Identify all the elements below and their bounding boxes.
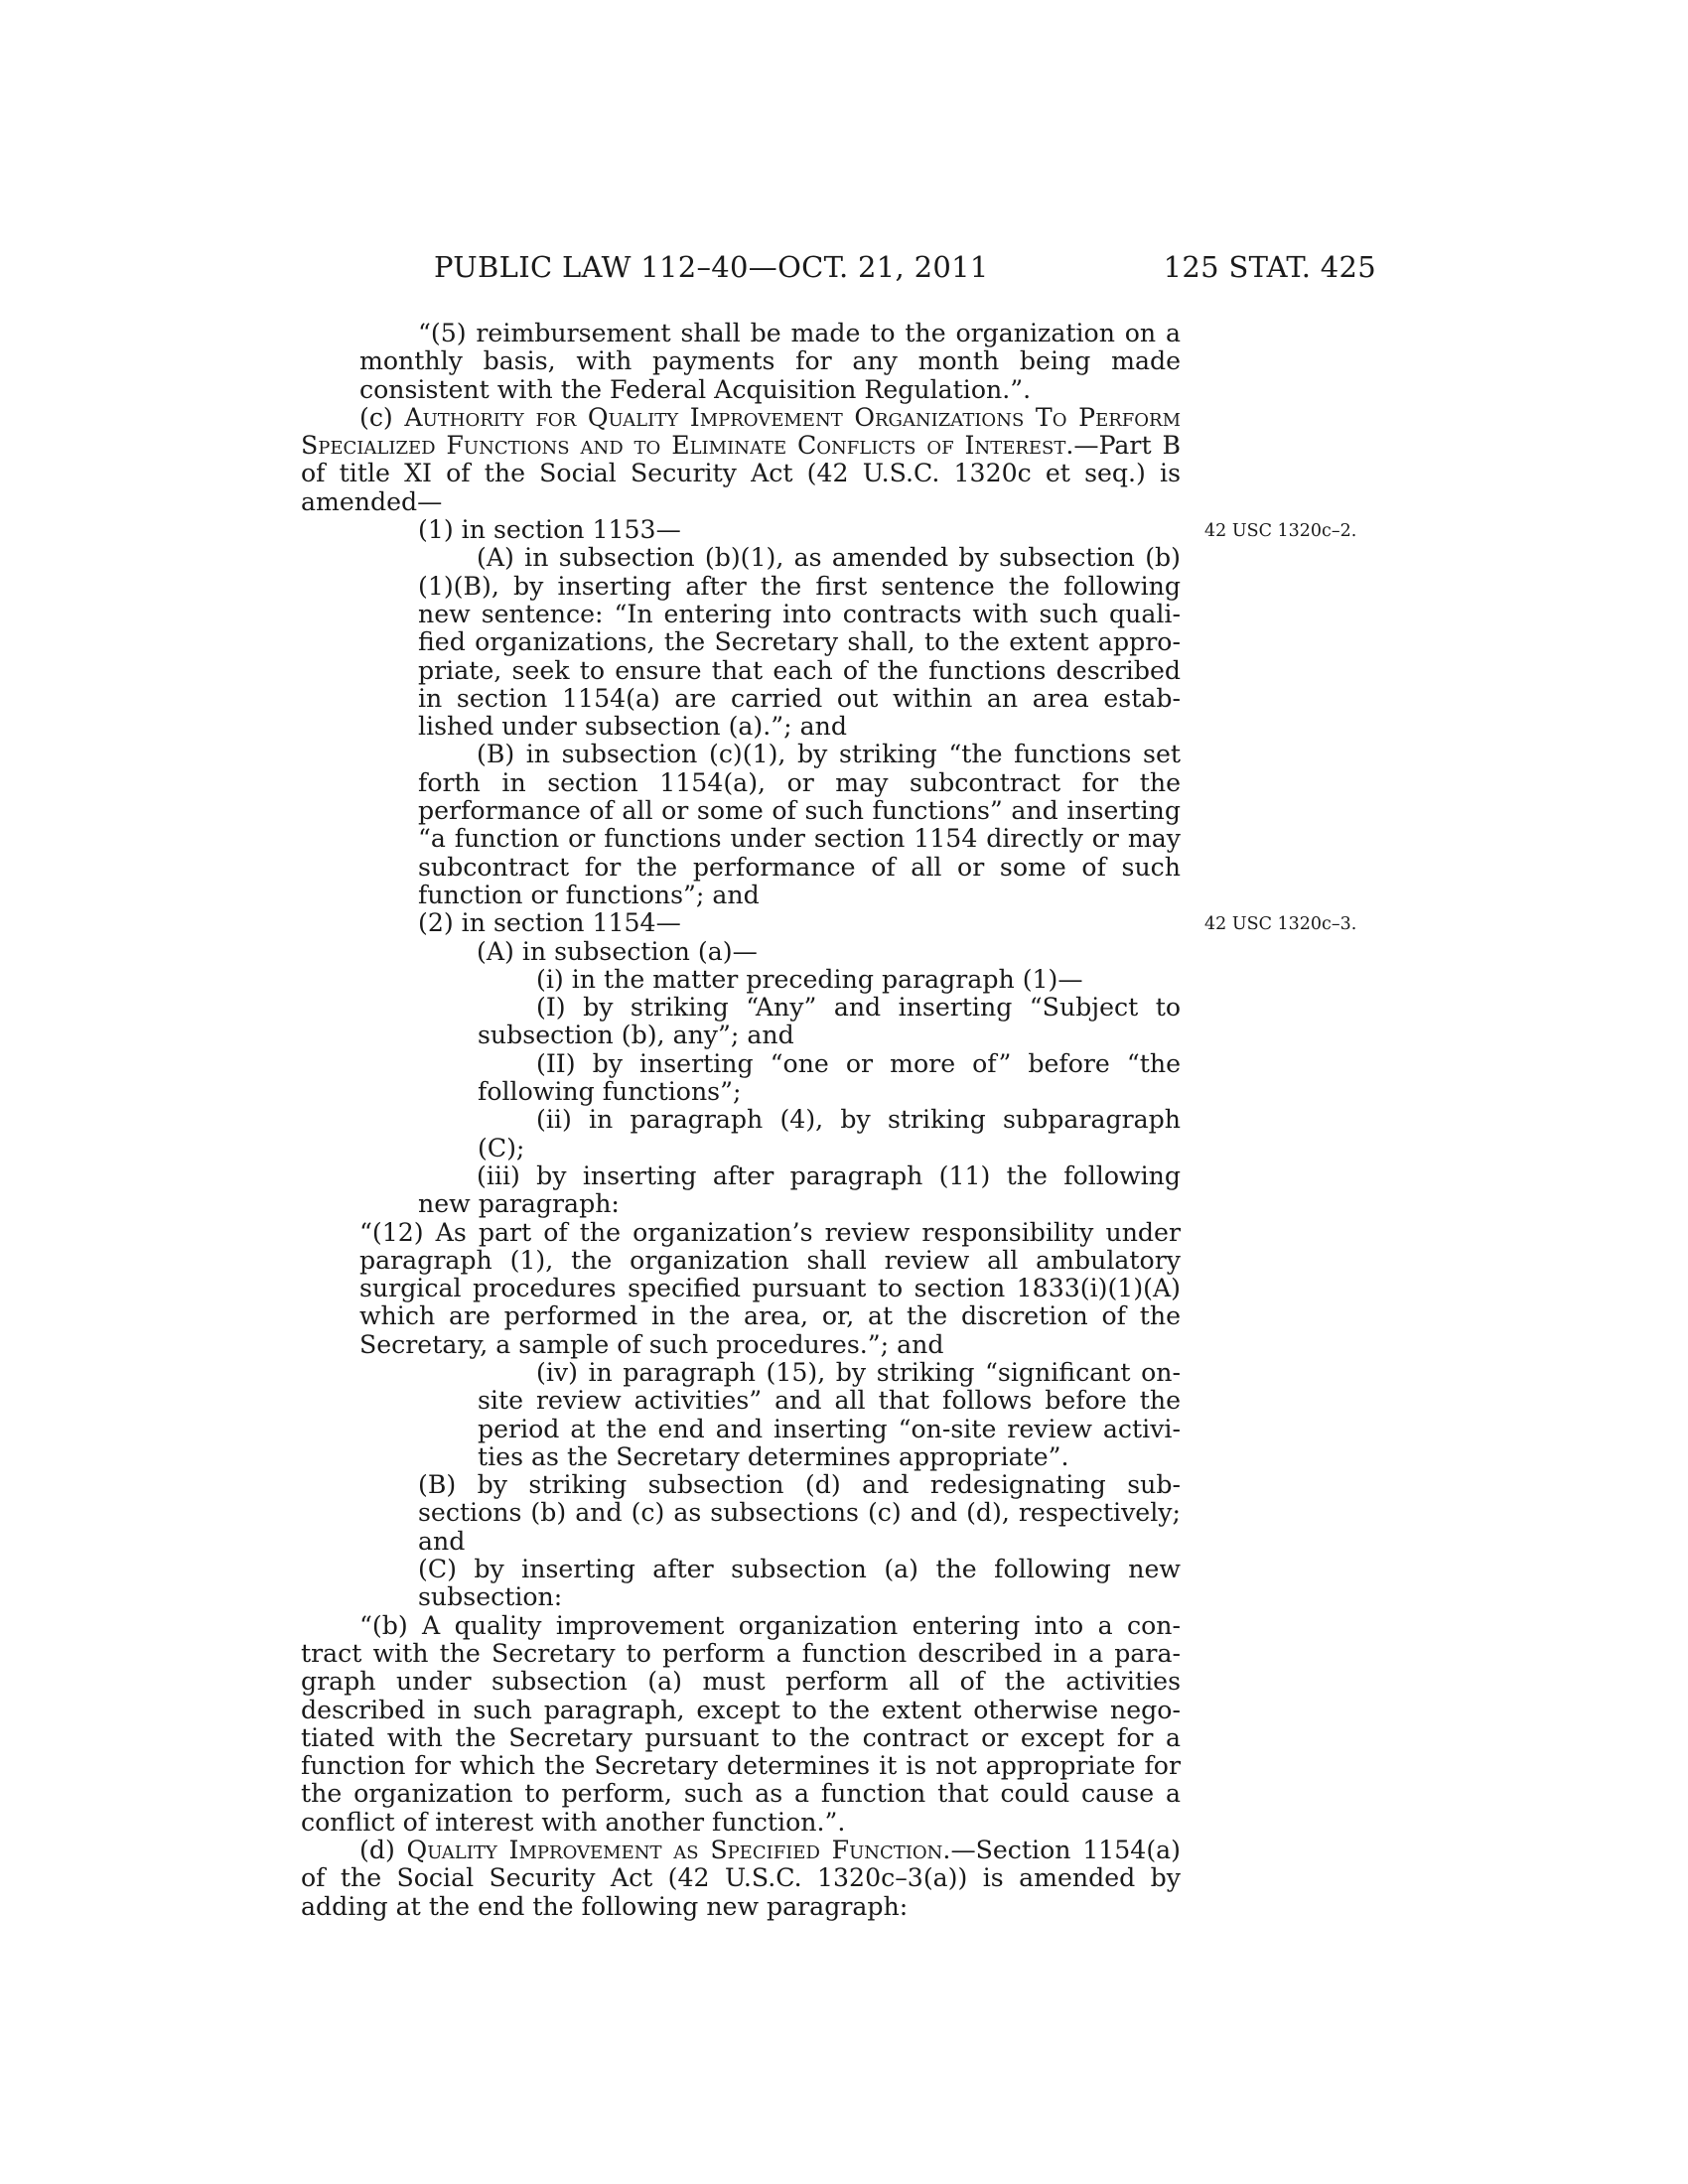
paragraph: (1) in section 1153— (418, 515, 681, 545)
paragraph: (II) by inserting “one or more of” before “the following functions”; (478, 1048, 1181, 1107)
subsection-heading: Quality Improvement as Specified Function. (406, 1836, 951, 1865)
running-header-title: PUBLIC LAW 112–40—OCT. 21, 2011 (434, 250, 989, 284)
paragraph: (ii) in paragraph (4), by striking subparagraph (C); (478, 1105, 1181, 1162)
paragraph: (B) by striking subsection (d) and redesignating subsections (b) and (c) as subsections (c) and (d), respectively; and (418, 1470, 1181, 1556)
paragraph: (A) in subsection (a)— (477, 936, 758, 966)
paragraph: “(12) As part of the organization’s review responsibility under paragraph (1), the organization shall review all ambulatory surgical procedures specified pursuant to section 1833(i)(1)(A) which are performed in the area, or, at the discretion of the Secretary, a sample of such procedures.”; and (359, 1217, 1181, 1359)
paragraph: (2) in section 1154— (418, 908, 681, 938)
document-body (301, 320, 1181, 1921)
subsection-d (301, 1837, 1181, 1921)
paragraph: “(b) A quality improvement organization entering into a contract with the Secretary to perform a function described in a paragraph under subsection (a) must perform all of the activities described in such paragraph, except to the extent otherwise negotiated with the Secretary pursuant to the contract or except for a function for which the Secretary determines it is not appropriate for the organization to perform, such as a function that could cause a conflict of interest with another function.”. (301, 1610, 1181, 1837)
subsection-label: (c) (359, 402, 405, 432)
subsection-c (301, 404, 1181, 516)
running-header-page-number: 125 STAT. 425 (1163, 250, 1376, 284)
paragraph: (B) in subsection (c)(1), by striking “the functions set forth in section 1154(a), or may subcontract for the performance of all or some of such functions” and inserting “a function or functions under section 1154 directly or may subcontract for the performance of all or some of such function or functions”; and (418, 740, 1181, 909)
paragraph: (iv) in paragraph (15), by striking “significant onsite review activities” and all that follows before the period at the end and inserting “on-site review activities as the Secretary determines appropriate”. (478, 1357, 1181, 1471)
subsection-label: (d) (359, 1836, 407, 1865)
paragraph: (iii) by inserting after paragraph (11) the following new paragraph: (418, 1160, 1181, 1219)
paragraph: (I) by striking “Any” and inserting “Subject to subsection (b), any”; and (478, 993, 1181, 1050)
margin-note-citation: 42 USC 1320c–3. (1204, 914, 1357, 934)
paragraph: (A) in subsection (b)(1), as amended by subsection (b)(1)(B), by inserting after the first sentence the following new sentence: “In entering into contracts with such qualified organizations, the Secretary shall, to the extent appropriate, seek to ensure that each of the functions described in section 1154(a) are carried out within an area established under subsection (a).”; and (418, 543, 1181, 742)
subsection-text: —Section 1154(a) of the Social Security Act (42 U.S.C. 1320c–3(a)) is amended by adding at the end the following new paragraph: (301, 1836, 1181, 1921)
subsection-heading: Authority for Quality Improvement Organizations To Perform Specialized Functions and to Eliminate Conflicts of Interest. (301, 402, 1181, 461)
subsection-text: —Part B of title XI of the Social Security Act (42 U.S.C. 1320c et seq.) is amended— (301, 431, 1182, 516)
margin-note-citation: 42 USC 1320c–2. (1204, 521, 1357, 541)
paragraph: (C) by inserting after subsection (a) the following new subsection: (418, 1555, 1181, 1612)
paragraph: (i) in the matter preceding paragraph (1)— (536, 964, 1083, 994)
paragraph: “(5) reimbursement shall be made to the organization on a monthly basis, with payments for any month being made consistent with the Federal Acquisition Regulation.”. (359, 319, 1181, 404)
